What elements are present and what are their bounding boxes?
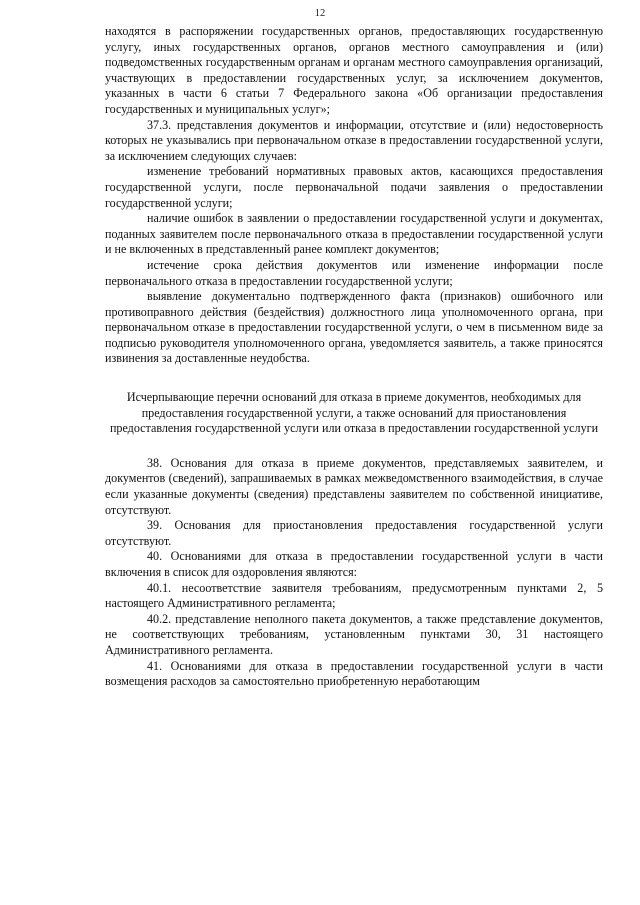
document-body <box>105 24 603 690</box>
paragraph-continuation: находятся в распоряжении государственных органов, предоставляющих государственную услугу, иных государственных органов, органов местного самоуправления и (или) подведомственных государственным органам и органам местного самоуправления организаций, участвующих в предоставлении государственных услуг, за исключением документов, указанных в части 6 статьи 7 Федерального закона «Об организации предоставления государственных и муниципальных услуг»; <box>105 24 603 116</box>
list-item-erroneous-action: выявление документально подтвержденного факта (признаков) ошибочного или противоправного действия (бездействия) должностного лица уполномоченного органа, при первоначальном отказе в предоставлении государственной услуги, о чем в письменном виде за подписью руководителя уполномоченного органа, уведомляется заявитель, а также приносятся извинения за доставленные неудобства. <box>105 289 603 366</box>
paragraph-38: 38. Основания для отказа в приеме документов, представляемых заявителем, и документов (сведений), запрашиваемых в рамках межведомственного взаимодействия, в случае если указанные документы (сведения) представлены заявителем по собственной инициативе, отсутствуют. <box>105 455 603 517</box>
paragraph-40-2: 40.2. представление неполного пакета документов, а также представление документов, не соответствующих требованиям, установленным пунктами 30, 31 настоящего Административного регламента. <box>105 611 603 657</box>
paragraph-41: 41. Основаниями для отказа в предоставлении государственной услуги в части возмещения расходов за самостоятельно приобретенную неработающим <box>105 658 603 689</box>
paragraph-37-3: 37.3. представления документов и информации, отсутствие и (или) недостоверность которых не указывались при первоначальном отказе в предоставлении государственной услуги, за исключением следующих случаев: <box>105 117 603 163</box>
paragraph-39: 39. Основания для приостановления предоставления государственной услуги отсутствуют. <box>105 518 603 548</box>
list-item-legal-change: изменение требований нормативных правовых актов, касающихся предоставления государственной услуги, после первоначальной подачи заявления о предоставлении государственной услуги; <box>105 164 603 210</box>
list-item-application-errors: наличие ошибок в заявлении о предоставлении государственной услуги и документах, поданных заявителем после первоначального отказа в предоставлении государственной услуги и не включенных в представленный ранее комплект документов; <box>105 211 603 257</box>
list-item-document-expiry: истечение срока действия документов или изменение информации после первоначального отказа в предоставлении государственной услуги; <box>105 257 603 288</box>
page-number: 12 <box>314 8 326 19</box>
paragraph-40: 40. Основаниями для отказа в предоставлении государственной услуги в части включения в список для оздоровления являются: <box>105 549 603 579</box>
paragraph-40-1: 40.1. несоответствие заявителя требованиям, предусмотренным пунктами 2, 5 настоящего Административного регламента; <box>105 580 603 611</box>
section-heading: Исчерпывающие перечни оснований для отказа в приеме документов, необходимых для предоставления государственной услуги, а также оснований для приостановления предоставления государственной услуги или отказа в предоставлении государственной услуги <box>109 390 599 436</box>
